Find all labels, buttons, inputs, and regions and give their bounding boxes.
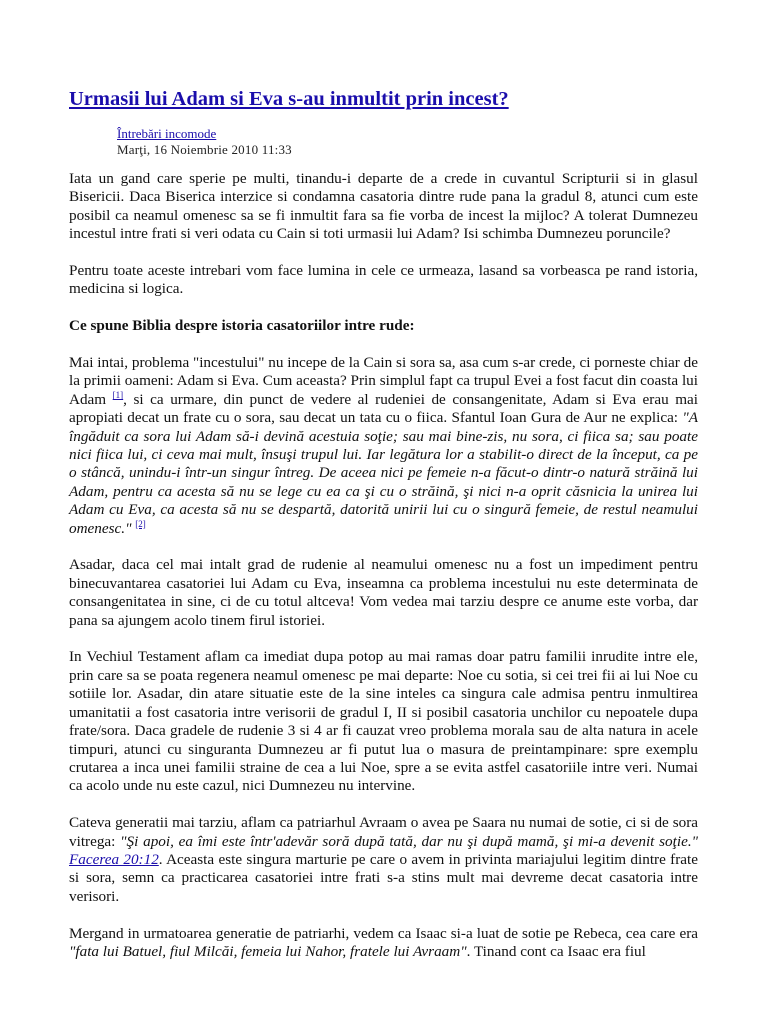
- article-title: [69, 86, 698, 112]
- footnote-1: [113, 390, 124, 400]
- text-run: Mai intai, problema "incestului" nu incepe de la Cain si sora sa, asa cum s-ar crede, ci porneste chiar de la primii oameni: Adam si Eva. Cum aceasta? Prin simplul fapt ca trupul Evei a fost facut din coasta lui Adam: [69, 354, 698, 408]
- quote-genesis: "Şi apoi, ea îmi este într'adevăr soră după tată, dar nu şi după mamă, şi mi-a devenit soţie.": [120, 832, 698, 850]
- paragraph-consanguinity: Asadar, daca cel mai intalt grad de rudenie al neamului omenesc nu a fost un impediment pentru binecuvantarea casatoriei lui Adam cu Eva, inseamna ca problema incestului nu este determinata de consangenitatea in sine, ci de cu totul altceva! Vom vedea mai tarziu despre ce anume este vorba, dar pana sa ajungem acolo tinem firul istoriei.: [69, 556, 698, 629]
- publish-date: Marţi, 16 Noiembrie 2010 11:33: [117, 142, 292, 157]
- text-run: Cateva generatii mai tarziu, aflam ca patriarhul Avraam o avea pe Saara nu numai de sotie, ci si de sora vitrega:: [69, 814, 698, 850]
- scripture-reference-link[interactable]: Facerea 20:12: [69, 850, 159, 868]
- paragraph-abraham: [69, 814, 698, 906]
- paragraph-adam-eva: [69, 354, 698, 538]
- text-run: , si ca urmare, din punct de vedere al rudeniei de consangenitate, Adam si Eva erau mai apropiati decat un frate cu o sora, sau decat un tata cu o fiica. Sfantul Ioan Gura de Aur ne explica:: [69, 390, 699, 427]
- paragraph-noah: In Vechiul Testament aflam ca imediat dupa potop au mai ramas doar patru familii inrudite intre ele, prin care sa se poata regenera neamul omenesc pe mai departe: Noe cu sotia, si cei trei fii ai lui Noe cu sotiile lor. Asadar, din atare situatie este de la sine inteles ca singura cale admisa pentru inmultirea umanitatii a fost casatoria intre verisorii de gradul I, II si posibil casatoria unchilor cu nepoatele dupa frate/sora. Daca gradele de rudenie 3 si 4 ar fi cauzat vreo problema morala sau de alta natura in acele timpuri, atunci cu singuranta Dumnezeu ar fi putut lua o masura de preintampinare: spre exemplu crutarea a inca unei familii straine de cea a lui Noe, spre a se evita astfel casatoriile intre veri. Numai ca acolo unde nu este cazul, nici Dumnezeu nu intervine.: [69, 648, 698, 795]
- quote-rebeca: "fata lui Batuel, fiul Milcăi, femeia lui Nahor, fratele lui Avraam": [69, 942, 467, 960]
- paragraph-intro: Iata un gand care sperie pe multi, tinandu-i departe de a crede in cuvantul Scripturii si in glasul Bisericii. Daca Biserica interzice si condamna casatoria dintre rude pana la gradul 8, atunci cum este posibil ca neamul omenesc sa se fi inmultit fara sa fie vorba de incest la mijloc? A tolerat Dumnezeu incestul intre frati si veri odata cu Cain si toti urmasii lui Adam? Isi schimba Dumnezeu poruncile?: [69, 170, 698, 243]
- quote-ioan-gura-de-aur: "A îngăduit ca sora lui Adam să-i devină acestuia soţie; sau mai bine-zis, nu sora, ci fiica sa; sau poate nici fiica lui, ci ceva mai mult, însuşi trupul lui. Iar legătura lor a stabilit-o direct de la început, ca pe o stâncă, unindu-i într-un singur întreg. De aceea nici pe femeie n-a făcut-o dintr-o natură străină lui Adam, pentru ca acesta să nu se lege cu ea ca şi cu o străină, şi nici n-a oprit căsnicia la unirea lui Adam cu Eva, ca acesta să nu se despartă, datorită unirii lui cu o singură femeie, de restul neamului omenesc.": [69, 409, 698, 537]
- article-meta: [117, 126, 698, 158]
- article-title-link[interactable]: Urmasii lui Adam si Eva s-au inmultit prin incest?: [69, 88, 509, 110]
- category-link[interactable]: Întrebări incomode: [117, 126, 217, 141]
- text-run: . Aceasta este singura marturie pe care o avem in privinta mariajului legitim dintre frate si sora, semn ca practicarea casatoriei intre frati s-a stins mult mai devreme decat casatoria intre verisori.: [69, 850, 698, 905]
- footnote-2-link[interactable]: [2]: [135, 518, 146, 529]
- text-run: . Tinand cont ca Isaac era fiul: [466, 942, 646, 960]
- paragraph-purpose: Pentru toate aceste intrebari vom face lumina in cele ce urmeaza, lasand sa vorbeasca pe rand istoria, medicina si logica.: [69, 262, 698, 298]
- footnote-2: [135, 519, 146, 529]
- section-heading: Ce spune Biblia despre istoria casatoriilor intre rude:: [69, 317, 415, 335]
- text-run: Mergand in urmatoarea generatie de patriarhi, vedem ca Isaac si-a luat de sotie pe Rebeca, cea care era: [69, 924, 698, 942]
- footnote-1-link[interactable]: [1]: [112, 389, 124, 400]
- paragraph-isaac: [69, 925, 698, 962]
- article: [69, 86, 698, 961]
